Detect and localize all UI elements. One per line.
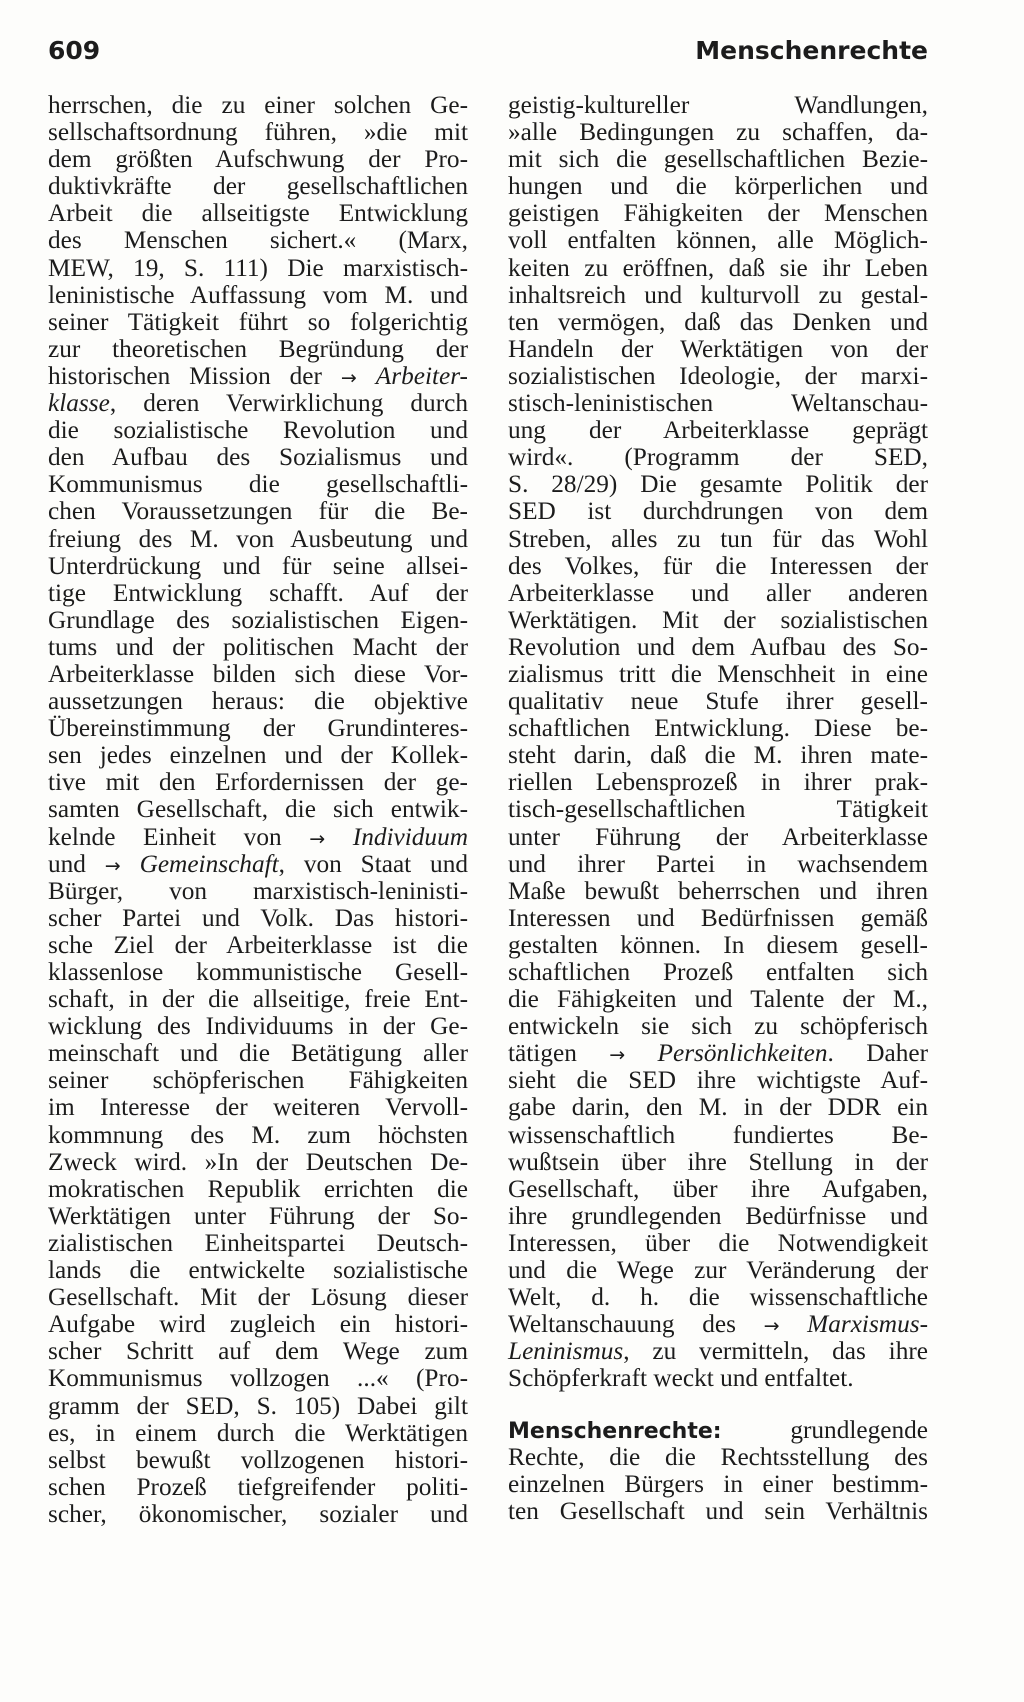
text-line: steht darin, daß die M. ihren mate-	[508, 741, 928, 770]
text-line: riellen Lebensprozeß in ihrer prak-	[508, 768, 928, 797]
text-line: lands die entwickelte sozialistische	[48, 1256, 468, 1285]
text-line: aussetzungen heraus: die objektive	[48, 687, 468, 716]
text-line: Werktätigen. Mit der sozialistischen	[508, 605, 928, 634]
entry-line: ten Gesellschaft und sein Verhältnis	[508, 1496, 928, 1525]
text-line: MEW, 19, S. 111) Die marxistisch-	[48, 253, 468, 282]
text-line: tätigen → Persönlichkeiten. Daher	[508, 1039, 929, 1068]
dictionary-entry	[508, 1417, 928, 1525]
text-line: keiten zu eröffnen, daß sie ihr Leben	[508, 253, 928, 282]
text-line: selbst bewußt vollzogenen histori-	[48, 1445, 468, 1474]
text-line: geistigen Fähigkeiten der Menschen	[508, 199, 928, 228]
text-line: Unterdrückung und für seine allsei-	[48, 551, 468, 580]
text-line: herrschen, die zu einer solchen Ge-	[48, 91, 468, 119]
page-number: 609	[48, 36, 101, 65]
text-line: S. 28/29) Die gesamte Politik der	[508, 470, 928, 499]
text-line: Interessen und Bedürfnissen gemäß	[508, 903, 928, 932]
text-line: duktivkräfte der gesellschaftlichen	[48, 172, 468, 201]
text-line: Aufgabe wird zugleich ein histori-	[48, 1310, 468, 1339]
text-line: im Interesse der weiteren Vervoll-	[48, 1093, 468, 1122]
text-line: wird«. (Programm der SED,	[508, 443, 928, 472]
text-line: Kommunismus vollzogen ...« (Pro-	[48, 1364, 468, 1393]
text-line: qualitativ neue Stufe ihrer gesell-	[508, 687, 928, 716]
text-line: scher, ökonomischer, sozialer und	[48, 1499, 468, 1528]
text-line: schaftlichen Prozeß entfalten sich	[508, 958, 928, 986]
text-line: leninistische Auffassung vom M. und	[48, 280, 468, 309]
running-head: Menschenrechte	[695, 36, 928, 65]
text-line: schaftlichen Entwicklung. Diese be-	[508, 714, 928, 743]
text-line: dem größten Aufschwung der Pro-	[48, 145, 468, 174]
text-line: mit sich die gesellschaftlichen Bezie-	[508, 145, 928, 174]
text-line: und die Wege zur Veränderung der	[508, 1256, 928, 1285]
text-line: Leninismus, zu vermitteln, das ihre	[508, 1337, 928, 1366]
text-line: Bürger, von marxistisch-leninisti-	[48, 876, 468, 905]
text-line: ten vermögen, daß das Denken und	[508, 307, 928, 336]
text-line: des Volkes, für die Interessen der	[508, 551, 928, 580]
text-line: zialismus tritt die Menschheit in eine	[508, 659, 928, 688]
entry-line: Rechte, die die Rechtsstellung des	[508, 1442, 928, 1471]
text-line: seiner schöpferischen Fähigkeiten	[48, 1066, 468, 1095]
text-line: »alle Bedingungen zu schaffen, da-	[508, 118, 928, 147]
text-line: wußtsein über ihre Stellung in der	[508, 1147, 928, 1176]
text-line: die Fähigkeiten und Talente der M.,	[508, 985, 928, 1014]
text-line: sellschaftsordnung führen, »die mit	[48, 118, 468, 147]
page-header	[48, 36, 928, 76]
text-line: des Menschen sichert.« (Marx,	[48, 226, 468, 255]
text-line: Gesellschaft, über ihre Aufgaben,	[508, 1174, 928, 1203]
text-line: zur theoretischen Begründung der	[48, 334, 468, 363]
text-line: Handeln der Werktätigen von der	[508, 334, 928, 363]
text-line: schaft, in der die allseitige, freie Ent-	[48, 985, 468, 1014]
text-line: freiung des M. von Ausbeutung und	[48, 524, 468, 553]
text-line: klasse, deren Verwirklichung durch	[48, 389, 468, 418]
text-line: kelnde Einheit von → Individuum	[48, 822, 468, 851]
text-line: Übereinstimmung der Grundinteres-	[48, 714, 468, 743]
text-line: sche Ziel der Arbeiterklasse ist die	[48, 930, 468, 959]
text-line: scher Schritt auf dem Wege zum	[48, 1337, 468, 1366]
text-line: Streben, alles zu tun für das Wohl	[508, 524, 928, 553]
text-line: voll entfalten können, alle Möglich-	[508, 226, 928, 255]
text-line: und → Gemeinschaft, von Staat und	[48, 849, 468, 878]
entry-spacer	[508, 1393, 928, 1417]
text-line: gabe darin, den M. in der DDR ein	[508, 1093, 928, 1122]
text-line: Arbeit die allseitigste Entwicklung	[48, 199, 468, 228]
text-line: chen Voraussetzungen für die Be-	[48, 497, 468, 526]
entry-headword: Menschenrechte:	[508, 1418, 722, 1444]
text-line: mokratischen Republik errichten die	[48, 1174, 468, 1203]
text-line: Werktätigen unter Führung der So-	[48, 1201, 468, 1230]
text-line: ung der Arbeiterklasse geprägt	[508, 416, 928, 445]
text-line: Interessen, über die Notwendigkeit	[508, 1228, 928, 1257]
text-line: kommnung des M. zum höchsten	[48, 1120, 468, 1149]
text-line: sen jedes einzelnen und der Kollek-	[48, 741, 468, 770]
text-line: wicklung des Individuums in der Ge-	[48, 1012, 468, 1041]
text-line: Welt, d. h. die wissenschaftliche	[508, 1283, 928, 1312]
right-column	[508, 92, 928, 1525]
text-line: Arbeiterklasse bilden sich diese Vor-	[48, 659, 468, 688]
text-line: tive mit den Erfordernissen der ge-	[48, 768, 468, 797]
text-line: Grundlage des sozialistischen Eigen-	[48, 605, 468, 634]
text-line: Arbeiterklasse und aller anderen	[508, 578, 928, 607]
text-line: wissenschaftlich fundiertes Be-	[508, 1120, 928, 1149]
text-line: Schöpferkraft weckt und entfaltet.	[508, 1364, 854, 1393]
text-line: Weltanschauung des → Marxismus-	[508, 1310, 928, 1339]
left-column	[48, 92, 468, 1528]
text-line: Kommunismus die gesellschaftli-	[48, 470, 468, 499]
text-line: stisch-leninistischen Weltanschau-	[508, 389, 928, 418]
text-line: entwickeln sie sich zu schöpferisch	[508, 1012, 928, 1041]
text-line: geistig-kultureller Wandlungen,	[508, 91, 928, 119]
entry-line: einzelnen Bürgers in einer bestimm-	[508, 1469, 928, 1498]
text-line: die sozialistische Revolution und	[48, 416, 468, 445]
text-line: SED ist durchdrungen von dem	[508, 497, 928, 526]
text-line: schen Prozeß tiefgreifender politi-	[48, 1472, 468, 1501]
text-line: klassenlose kommunistische Gesell-	[48, 958, 468, 986]
text-line: gestalten können. In diesem gesell-	[508, 930, 928, 959]
text-line: seiner Tätigkeit führt so folgerichtig	[48, 307, 468, 336]
text-line: historischen Mission der → Arbeiter-	[48, 361, 468, 390]
text-line: Maße bewußt beherrschen und ihren	[508, 876, 928, 905]
text-line: tige Entwicklung schafft. Auf der	[48, 578, 468, 607]
text-line: zialistischen Einheitspartei Deutsch-	[48, 1228, 468, 1257]
text-line: samten Gesellschaft, die sich entwik-	[48, 795, 468, 824]
text-line: sieht die SED ihre wichtigste Auf-	[508, 1066, 928, 1095]
text-line: meinschaft und die Betätigung aller	[48, 1039, 468, 1068]
text-line: inhaltsreich und kulturvoll zu gestal-	[508, 280, 928, 309]
text-line: den Aufbau des Sozialismus und	[48, 443, 468, 472]
text-line: hungen und die körperlichen und	[508, 172, 928, 201]
text-line: Gesellschaft. Mit der Lösung dieser	[48, 1283, 468, 1312]
text-line: unter Führung der Arbeiterklasse	[508, 822, 928, 851]
text-line: tisch-gesellschaftlichen Tätigkeit	[508, 795, 928, 824]
text-line: Zweck wird. »In der Deutschen De-	[48, 1147, 468, 1176]
entry-first-line	[508, 1417, 928, 1444]
text-line: gramm der SED, S. 105) Dabei gilt	[48, 1391, 468, 1420]
text-line: ihre grundlegenden Bedürfnisse und	[508, 1201, 928, 1230]
text-line: tums und der politischen Macht der	[48, 632, 468, 661]
text-line: scher Partei und Volk. Das histori-	[48, 903, 468, 932]
text-line: sozialistischen Ideologie, der marxi-	[508, 361, 928, 390]
text-line: es, in einem durch die Werktätigen	[48, 1418, 468, 1447]
text-line: Revolution und dem Aufbau des So-	[508, 632, 928, 661]
text-line: und ihrer Partei in wachsendem	[508, 849, 928, 878]
entry-line: grundlegende	[721, 1415, 928, 1444]
